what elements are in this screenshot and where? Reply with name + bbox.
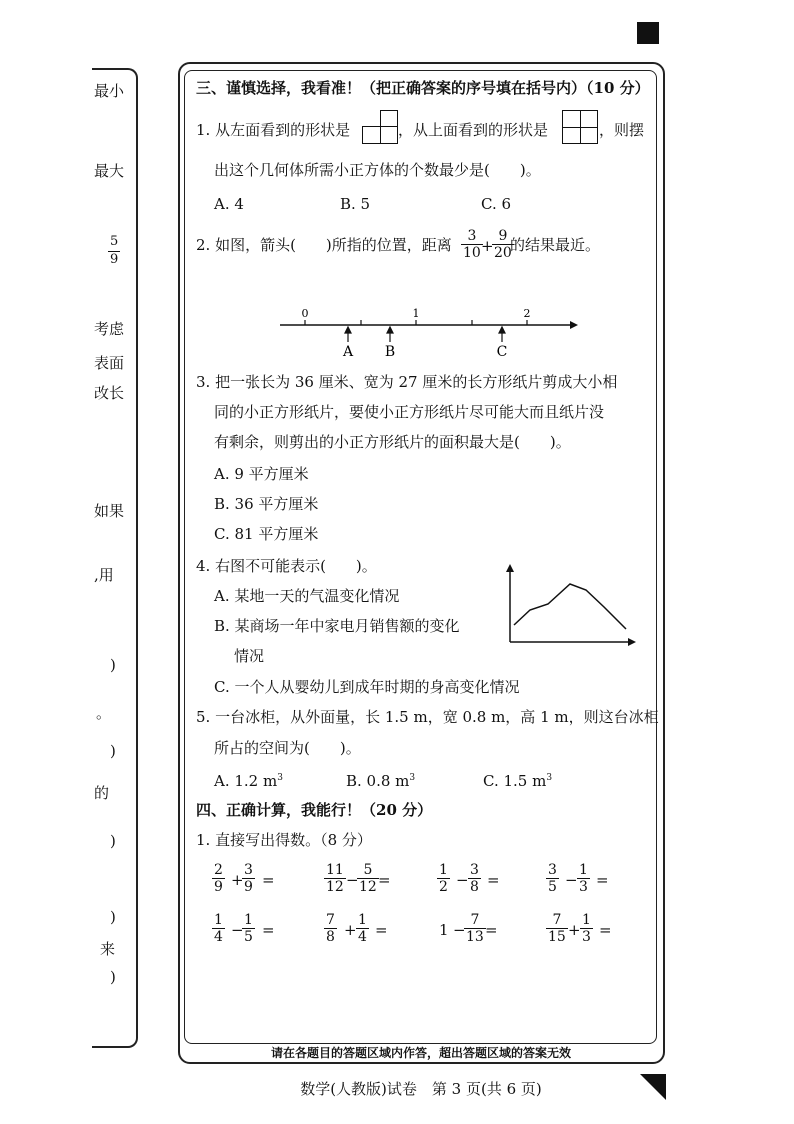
q3-line1: 3. 把一张长为 36 厘米、宽为 27 厘米的长方形纸片剪成大小相: [196, 373, 618, 391]
q3-line2: 同的小正方形纸片，要使小正方形纸片尽可能大而且纸片没: [214, 403, 605, 421]
left-fragment: ,用: [94, 566, 114, 584]
left-fragment: 最大: [94, 162, 125, 180]
q5-option-c: C. 1.5 $m^3$: [483, 772, 553, 790]
q2-fraction-2: $\frac{9}{20}$: [494, 228, 512, 261]
arrow-c-label: C: [496, 344, 508, 360]
q5-line1: 5. 一台冰柜，从外面量，长 1.5 m，宽 0.8 m，高 1 m，则这台冰柜: [196, 708, 659, 726]
left-fragment: 表面: [94, 354, 125, 372]
q1-text-c: ，则摆: [599, 121, 645, 139]
registration-mark-top: [637, 22, 659, 44]
left-fragment: 。: [96, 704, 112, 722]
q4-option-c: C. 一个人从婴幼儿到成年时期的身高变化情况: [214, 678, 520, 696]
q2-text-a: 2. 如图，箭头( )所指的位置，距离: [196, 236, 452, 254]
left-fragment: ): [110, 832, 116, 850]
left-fragment: ): [110, 742, 116, 760]
q5-line2: 所占的空间为( )。: [214, 739, 361, 757]
arrow-a-label: A: [342, 344, 354, 360]
left-fragment: 9: [110, 252, 119, 267]
q3-option-c: C. 81 平方厘米: [214, 525, 319, 543]
left-fragment: ): [110, 656, 116, 674]
q3-option-a: A. 9 平方厘米: [214, 465, 309, 483]
left-fragment: 考虑: [94, 320, 125, 338]
tick-2: 2: [523, 307, 531, 320]
answer-area-warning: 请在各题目的答题区域内作答，超出答题区域的答案无效: [270, 1046, 571, 1060]
q1-text-a: 1. 从左面看到的形状是: [196, 121, 351, 139]
q3-option-b: B. 36 平方厘米: [214, 495, 319, 513]
q2-fraction-1: $\frac{3}{10}$: [463, 228, 481, 261]
q5-option-b: B. 0.8 $m^3$: [346, 772, 416, 790]
number-line: [270, 298, 580, 362]
q4-option-b-line2: 情况: [234, 647, 265, 665]
tick-1: 1: [412, 307, 420, 320]
q5-option-a: A. 1.2 $m^3$: [214, 772, 283, 790]
left-fragment: 改长: [94, 384, 125, 402]
arrow-b-label: B: [384, 344, 396, 360]
section4-title: 四、正确计算，我能行！（20 分）: [196, 801, 433, 819]
left-page-frame: [92, 68, 138, 1048]
q3-line3: 有剩余，则剪出的小正方形纸片的面积最大是( )。: [214, 433, 571, 451]
section4-q1: 1. 直接写出得数。（8 分）: [196, 831, 372, 849]
q4-option-b-line1: B. 某商场一年中家电月销售额的变化: [214, 617, 460, 635]
section3-title: 三、谨慎选择，我看准！（把正确答案的序号填在括号内）（10 分）: [196, 79, 650, 97]
page-footer: 数学(人教版)试卷 第 3 页(共 6 页): [300, 1080, 542, 1098]
left-view-shape: [362, 110, 398, 144]
top-view-shape: [562, 110, 598, 144]
q4-line-graph: [500, 562, 640, 646]
q1-line2: 出这个几何体所需小正方体的个数最少是( )。: [214, 161, 541, 179]
tick-0: 0: [301, 307, 309, 320]
q2-plus: +: [481, 237, 494, 255]
q1-option-c: C. 6: [481, 195, 512, 213]
q1-option-a: A. 4: [214, 195, 244, 213]
q2-text-b: 的结果最近。: [510, 236, 601, 254]
left-fragment: 的: [94, 784, 110, 802]
q4-text: 4. 右图不可能表示( )。: [196, 557, 377, 575]
q1-option-b: B. 5: [340, 195, 371, 213]
q4-option-a: A. 某地一天的气温变化情况: [214, 587, 400, 605]
left-fragment: ): [110, 968, 116, 986]
left-fragment: 如果: [94, 502, 125, 520]
left-fragment: 5: [110, 234, 119, 249]
left-fragment: ): [110, 908, 116, 926]
left-fragment: 最小: [94, 82, 125, 100]
q1-text-b: ，从上面看到的形状是: [398, 121, 549, 139]
left-fragment: 来: [100, 940, 116, 958]
